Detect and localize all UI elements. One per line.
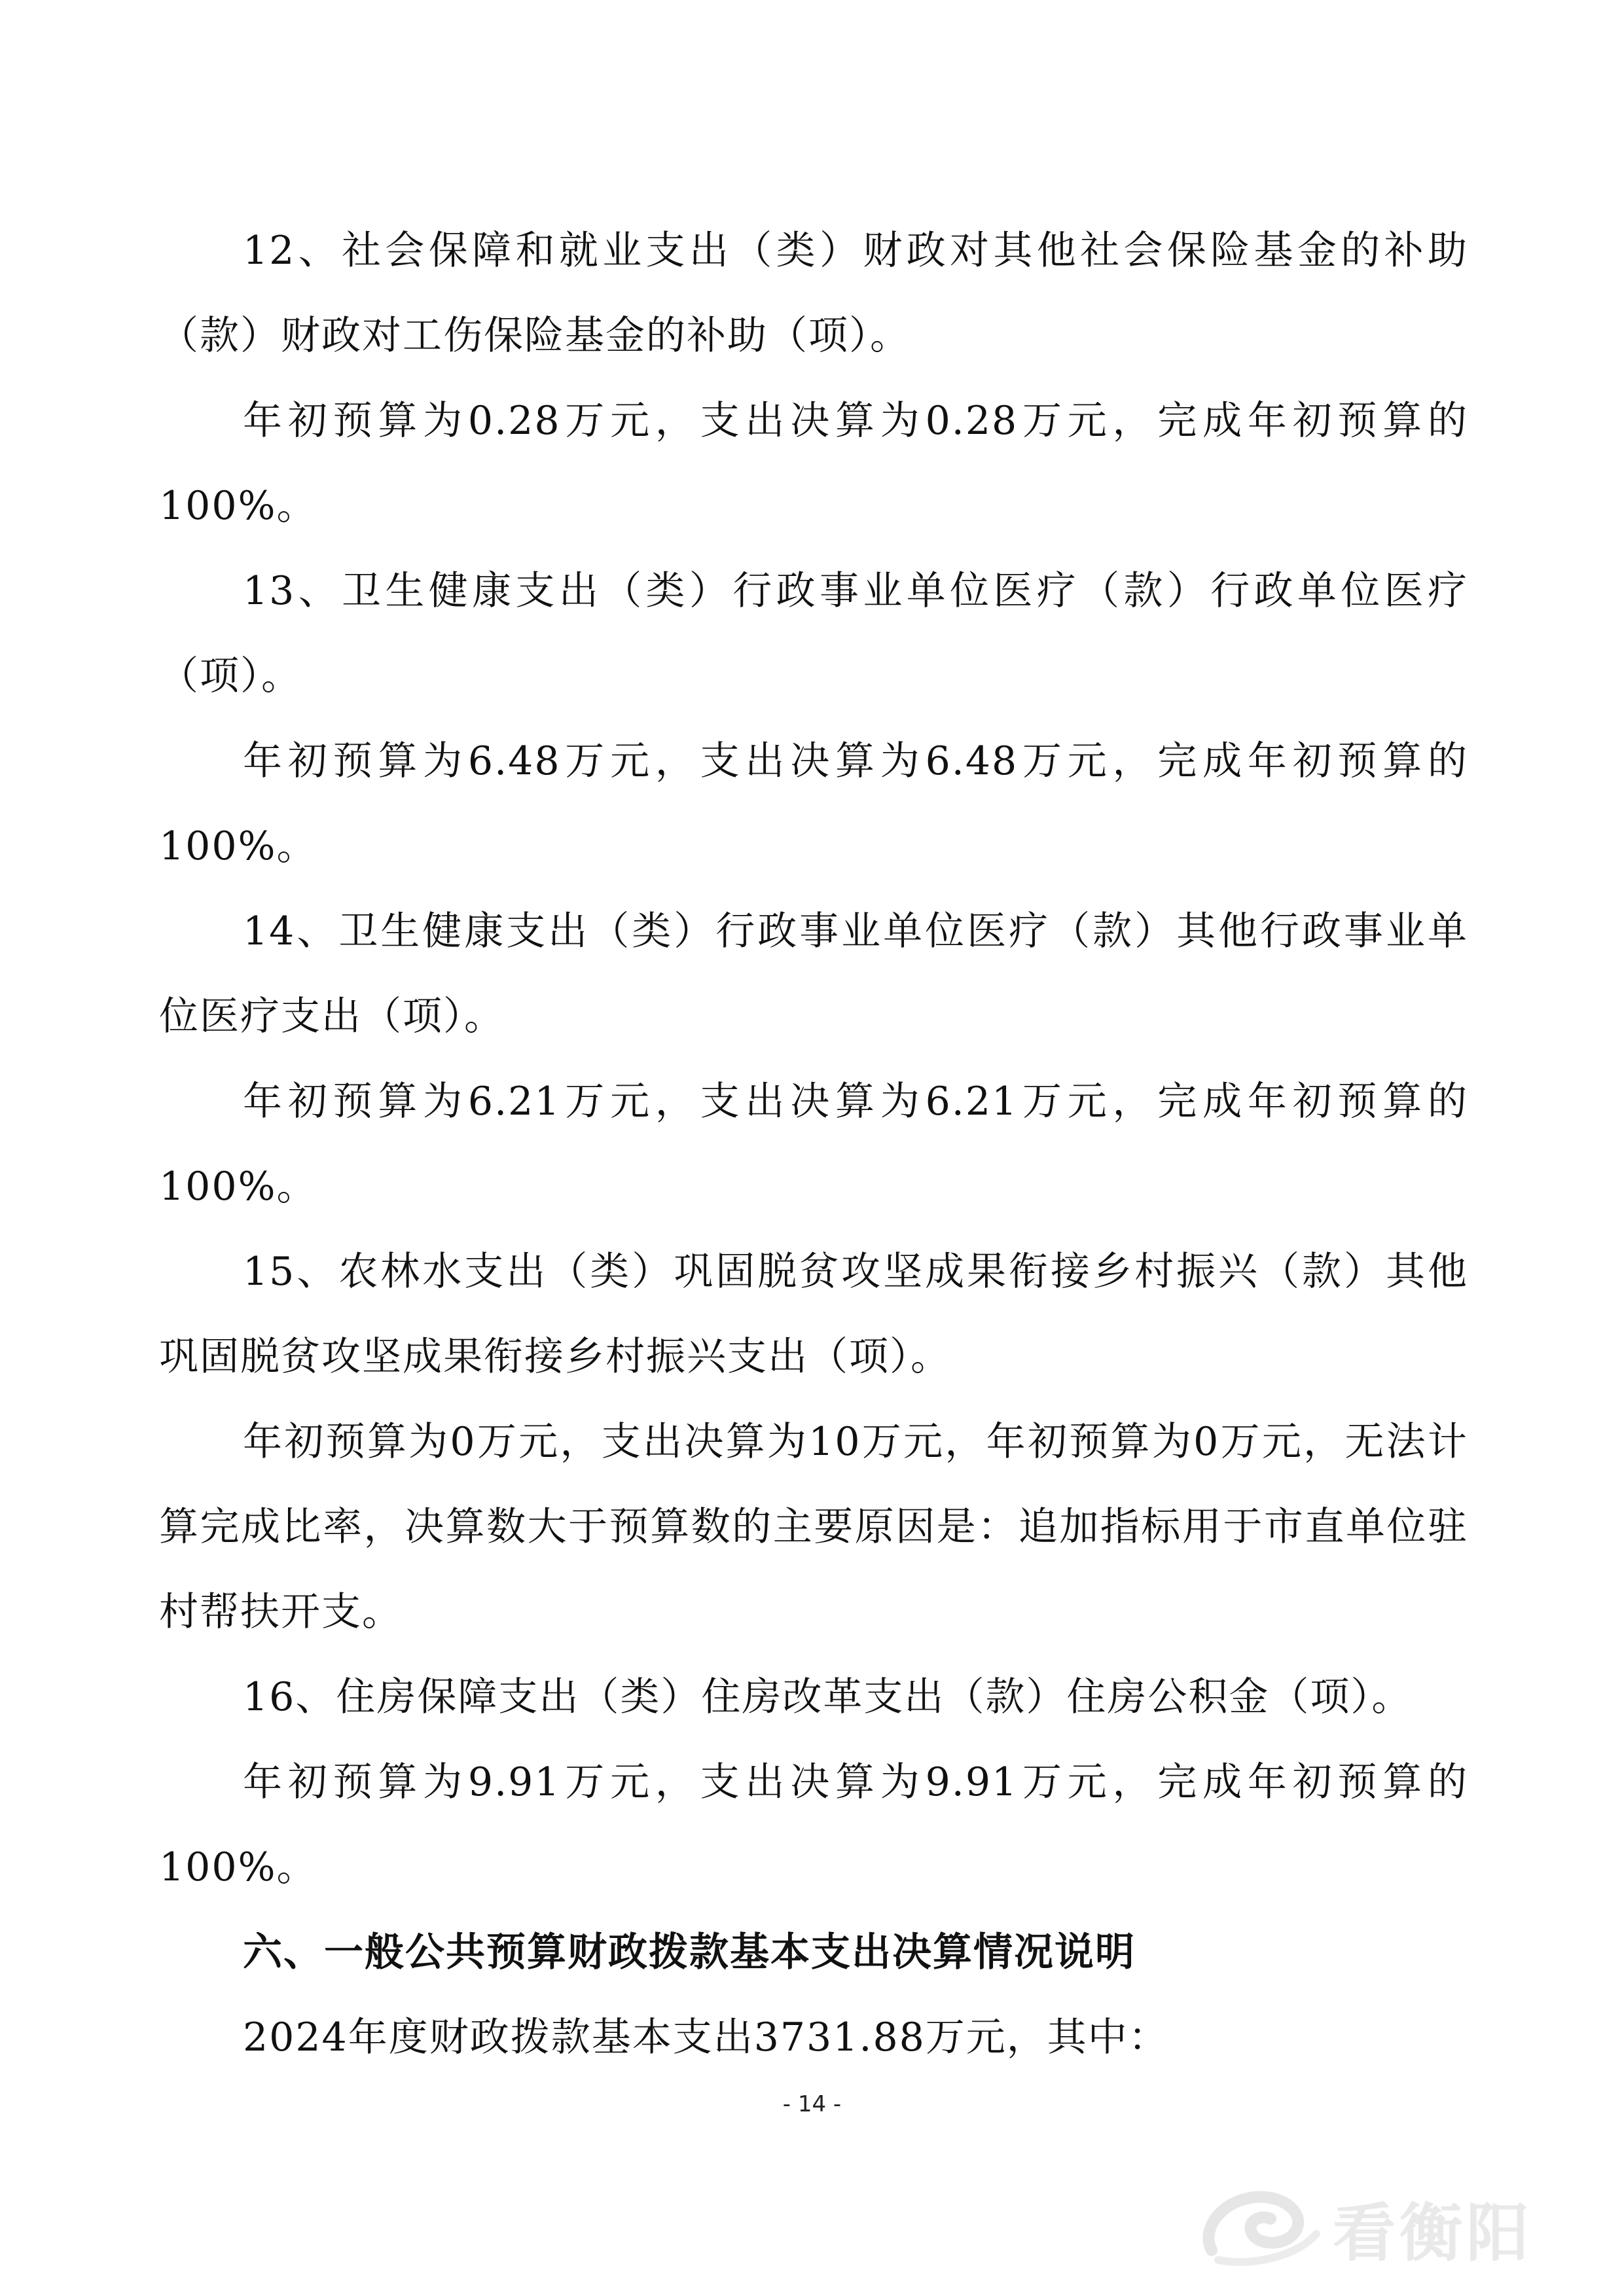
- swirl-logo-icon: [1192, 2172, 1323, 2270]
- watermark: [1192, 2172, 1585, 2270]
- paragraph-item-16-budget: 年初预算为9.91万元，支出决算为9.91万元，完成年初预算的100%。: [159, 1759, 1468, 1890]
- page-number: - 14 -: [782, 2091, 842, 2117]
- paragraph-item-15-title: 15、农林水支出（类）巩固脱贫攻坚成果衔接乡村振兴（款）其他巩固脱贫攻坚成果衔接乡村振兴支出（项）。: [159, 1249, 1468, 1380]
- document-body: [159, 208, 1468, 2080]
- paragraph-item-16-title: 16、住房保障支出（类）住房改革支出（款）住房公积金（项）。: [243, 1674, 1413, 1720]
- paragraph-item-14-title: 14、卫生健康支出（类）行政事业单位医疗（款）其他行政事业单位医疗支出（项）。: [159, 908, 1468, 1039]
- paragraph-item-14-budget: 年初预算为6.21万元，支出决算为6.21万元，完成年初预算的100%。: [159, 1079, 1468, 1210]
- watermark-text: 看衡阳: [1333, 2197, 1533, 2270]
- paragraph-item-12-title: 12、社会保障和就业支出（类）财政对其他社会保险基金的补助（款）财政对工伤保险基金的补助（项）。: [159, 228, 1468, 359]
- paragraph-item-12-budget: 年初预算为0.28万元，支出决算为0.28万元，完成年初预算的100%。: [159, 398, 1468, 529]
- paragraph-item-13-title: 13、卫生健康支出（类）行政事业单位医疗（款）行政单位医疗（项）。: [159, 568, 1468, 699]
- paragraph-basic-expenditure: 2024年度财政拨款基本支出3731.88万元，其中：: [243, 2015, 1169, 2060]
- paragraph-item-13-budget: 年初预算为6.48万元，支出决算为6.48万元，完成年初预算的100%。: [159, 738, 1468, 869]
- section-heading: 六、一般公共预算财政拨款基本支出决算情况说明: [243, 1929, 1136, 1975]
- paragraph-item-15-budget: 年初预算为0万元，支出决算为10万元，年初预算为0万元，无法计算完成比率，决算数大于预算数的主要原因是：追加指标用于市直单位驻村帮扶开支。: [159, 1419, 1468, 1635]
